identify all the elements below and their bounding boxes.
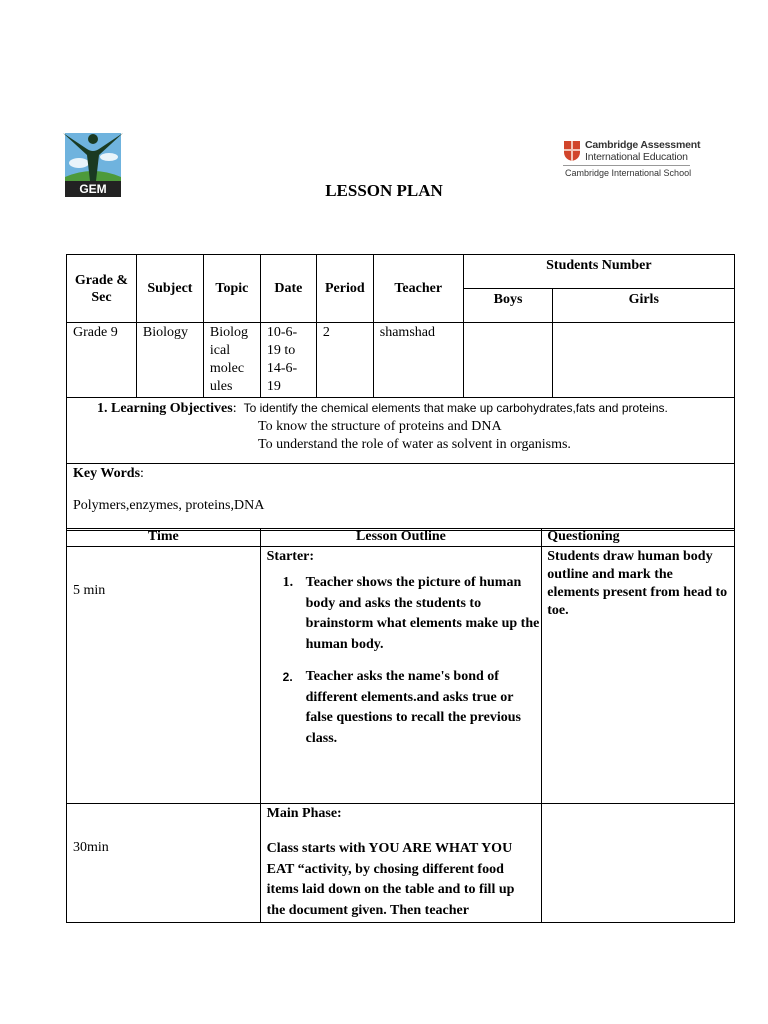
starter-outline [260, 547, 542, 804]
header-topic: Topic [203, 255, 260, 323]
starter-time: 5 min [67, 547, 261, 804]
key-words-value: Polymers,enzymes, proteins,DNA [73, 498, 265, 513]
cell-teacher: shamshad [373, 323, 463, 398]
objective-2: To know the structure of proteins and DNA [258, 419, 502, 434]
header-period: Period [316, 255, 373, 323]
cell-girls [553, 323, 735, 398]
key-words-label: Key Words [73, 466, 141, 481]
main-body: Class starts with YOU ARE WHAT YOU EAT “activity, by chosing different food items laid down on the table and to fill up the document given. Then teacher [266, 841, 515, 918]
cambridge-line2: International Education [585, 151, 688, 163]
header-lesson-outline: Lesson Outline [260, 529, 542, 547]
header-boys: Boys [463, 289, 553, 323]
main-time: 30min [67, 804, 261, 923]
cell-subject: Biology [136, 323, 203, 398]
cambridge-logo [563, 138, 701, 182]
gem-logo-text: GEM [79, 182, 107, 196]
header-grade: Grade & Sec [67, 255, 137, 323]
learning-objectives: 1. Learning Objectives: To identify the chemical elements that make up carbohydrates,fats and proteins. To know the structure of proteins and DNA To understand the role of water as solvent in organisms. [67, 398, 735, 464]
starter-item-2: 2. Teacher asks the name's bond of different elements.and asks true or false questions to recall the previous class. [282, 669, 521, 746]
main-heading: Main Phase: [266, 806, 342, 821]
header-date: Date [260, 255, 316, 323]
main-outline [260, 804, 542, 923]
cambridge-line3: Cambridge International School [565, 168, 692, 178]
objective-1: To identify the chemical elements that make up carbohydrates,fats and proteins. [243, 401, 668, 415]
cambridge-shield-icon [563, 140, 581, 162]
lesson-info-table [66, 254, 735, 531]
cambridge-line1: Cambridge Assessment [585, 139, 701, 151]
objective-3: To understand the role of water as solvent in organisms. [258, 437, 571, 452]
cell-boys [463, 323, 553, 398]
lesson-outline-table [66, 528, 735, 923]
cell-date: 10-6- 19 to 14-6- 19 [260, 323, 316, 398]
header-students-number: Students Number [463, 255, 734, 289]
header-girls: Girls [553, 289, 735, 323]
header-time: Time [67, 529, 261, 547]
cell-topic: Biolog ical molec ules [203, 323, 260, 398]
cell-grade: Grade 9 [67, 323, 137, 398]
header-teacher: Teacher [373, 255, 463, 323]
starter-questioning: Students draw human body outline and mark the elements present from head to toe. [542, 547, 735, 804]
cell-period: 2 [316, 323, 373, 398]
page-title: LESSON PLAN [325, 181, 443, 200]
starter-item-1: 1. Teacher shows the picture of human body and asks the students to brainstorm what elements make up the human body. [282, 575, 540, 652]
key-words-section: Key Words: Polymers,enzymes, proteins,DNA [67, 464, 735, 531]
main-questioning [542, 804, 735, 923]
header-subject: Subject [136, 255, 203, 323]
cambridge-divider [563, 165, 690, 166]
starter-heading: Starter: [266, 549, 315, 564]
header-questioning: Questioning [542, 529, 735, 547]
objectives-label: 1. Learning Objectives [97, 401, 233, 416]
